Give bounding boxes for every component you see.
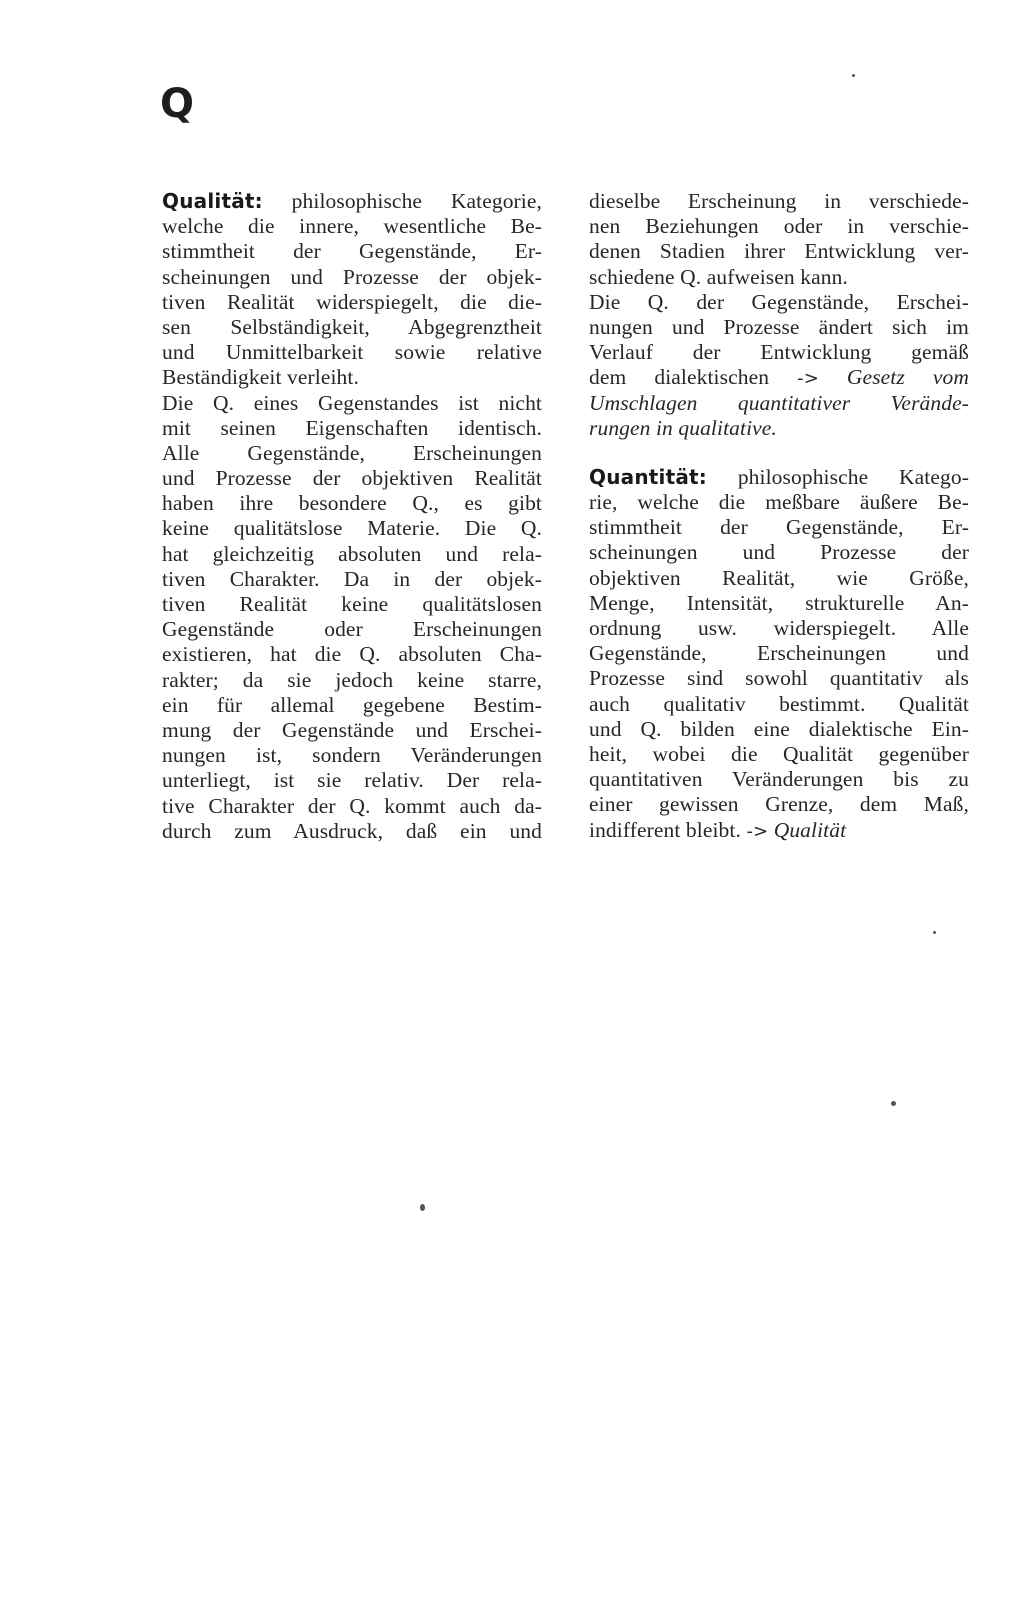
entry-qualitaet-line: durch zum Ausdruck, daß ein und [162,818,542,843]
entry-quantitaet-line: objektiven Realität, wie Größe, [589,565,969,590]
entry-quantitaet-line: scheinungen und Prozesse der [589,540,969,565]
entry-qualitaet-line: tiven Realität widerspiegelt, die die- [162,289,542,314]
entry-qualitaet-line: Qualität: philosophische Kategorie, [162,189,542,213]
headword-qualitaet: Qualität: [162,189,263,213]
entry-qualitaet-line: dem dialektischen -> Gesetz vom [589,365,969,390]
entry-qualitaet-line: tive Charakter der Q. kommt auch da- [162,793,542,818]
entry-qualitaet-line: Verlauf der Entwicklung gemäß [589,340,969,365]
entry-quantitaet-line: rie, welche die meßbare äußere Be- [589,490,969,515]
entry-quantitaet-line: Menge, Intensität, strukturelle An- [589,590,969,615]
entry-qualitaet-line: Gegenstände oder Erscheinungen [162,617,542,642]
entry-qualitaet-line: mung der Gegenstände und Erschei- [162,717,542,742]
entry-qualitaet-line: nungen und Prozesse ändert sich im [589,314,969,339]
crossref-link[interactable]: Gesetz vom [818,365,969,390]
scan-speck [852,74,855,77]
entry-qualitaet-line: tiven Realität keine qualitätslosen [162,592,542,616]
entry-qualitaet-line: keine qualitätslose Materie. Die Q. [162,516,542,541]
entry-quantitaet-line: einer gewissen Grenze, dem Maß, [589,792,969,817]
crossref-link[interactable]: Umschlagen quantitativer Verände- [589,390,969,415]
entry-qualitaet-line: Die Q. der Gegenstände, Erschei- [589,289,969,314]
entry-quantitaet-line: Quantität: philosophische Katego- [589,464,969,489]
entry-qualitaet-line: nungen ist, sondern Veränderungen [162,743,542,768]
entry-quantitaet-line: Prozesse sind sowohl quantitativ als [589,666,969,691]
entry-qualitaet-line: dieselbe Erscheinung in verschiede- [589,189,969,213]
section-letter: Q [160,81,195,127]
entry-qualitaet-line: stimmtheit der Gegenstände, Er- [162,239,542,264]
entry-qualitaet-line: sen Selbständigkeit, Abgegrenztheit [162,314,542,339]
entry-quantitaet-line: ordnung usw. widerspiegelt. Alle [589,616,969,640]
entry-qualitaet-line: denen Stadien ihrer Entwicklung ver- [589,239,969,264]
entry-qualitaet-line: und Unmittelbarkeit sowie relative [162,340,542,365]
entry-qualitaet-line: welche die innere, wesentliche Be- [162,214,542,239]
entry-qualitaet-line: ein für allemal gegebene Bestim- [162,692,542,717]
headword-quantitaet: Quantität: [589,464,708,489]
entry-qualitaet-line: schiedene Q. aufweisen kann. [589,264,848,289]
entry-quantitaet-line: auch qualitativ bestimmt. Qualität [589,691,969,716]
entry-qualitaet-line: hat gleichzeitig absoluten und rela- [162,541,542,566]
entry-quantitaet-line: quantitativen Veränderungen bis zu [589,767,969,792]
entry-qualitaet-line: nen Beziehungen oder in verschie- [589,214,969,239]
entry-qualitaet-line: scheinungen und Prozesse der objek- [162,264,542,289]
text-column-left [162,189,542,844]
crossref-arrow-icon: -> [797,368,819,390]
entry-qualitaet-line: Beständigkeit verleiht. [162,365,359,390]
entry-qualitaet-line: mit seinen Eigenschaften identisch. [162,415,542,440]
entry-qualitaet-line: Alle Gegenstände, Erscheinungen [162,440,542,465]
crossref-arrow-icon: -> [746,820,769,842]
entry-qualitaet-line: unterliegt, ist sie relativ. Der rela- [162,768,542,793]
crossref-link[interactable]: Qualität [768,817,847,842]
entry-qualitaet-line: tiven Charakter. Da in der objek- [162,566,542,591]
entry-qualitaet-line: existieren, hat die Q. absoluten Cha- [162,642,542,667]
scan-speck [933,931,936,934]
entry-quantitaet-line: stimmtheit der Gegenstände, Er- [589,515,969,540]
entry-qualitaet-line: haben ihre besondere Q., es gibt [162,491,542,516]
entry-qualitaet-line: Die Q. eines Gegenstandes ist nicht [162,390,542,415]
entry-quantitaet-line: heit, wobei die Qualität gegenüber [589,741,969,766]
entry-qualitaet-line: und Prozesse der objektiven Realität [162,466,542,491]
text-column-right [589,189,969,843]
scan-speck [420,1204,425,1211]
entry-quantitaet-line: Gegenstände, Erscheinungen und [589,641,969,666]
entry-qualitaet-line: rakter; da sie jedoch keine starre, [162,667,542,692]
entry-quantitaet-line: indifferent bleibt. -> Qualität [589,817,847,842]
crossref-link[interactable]: rungen in qualitative. [589,415,777,440]
scan-speck [891,1101,896,1106]
entry-quantitaet-line: und Q. bilden eine dialektische Ein- [589,716,969,741]
